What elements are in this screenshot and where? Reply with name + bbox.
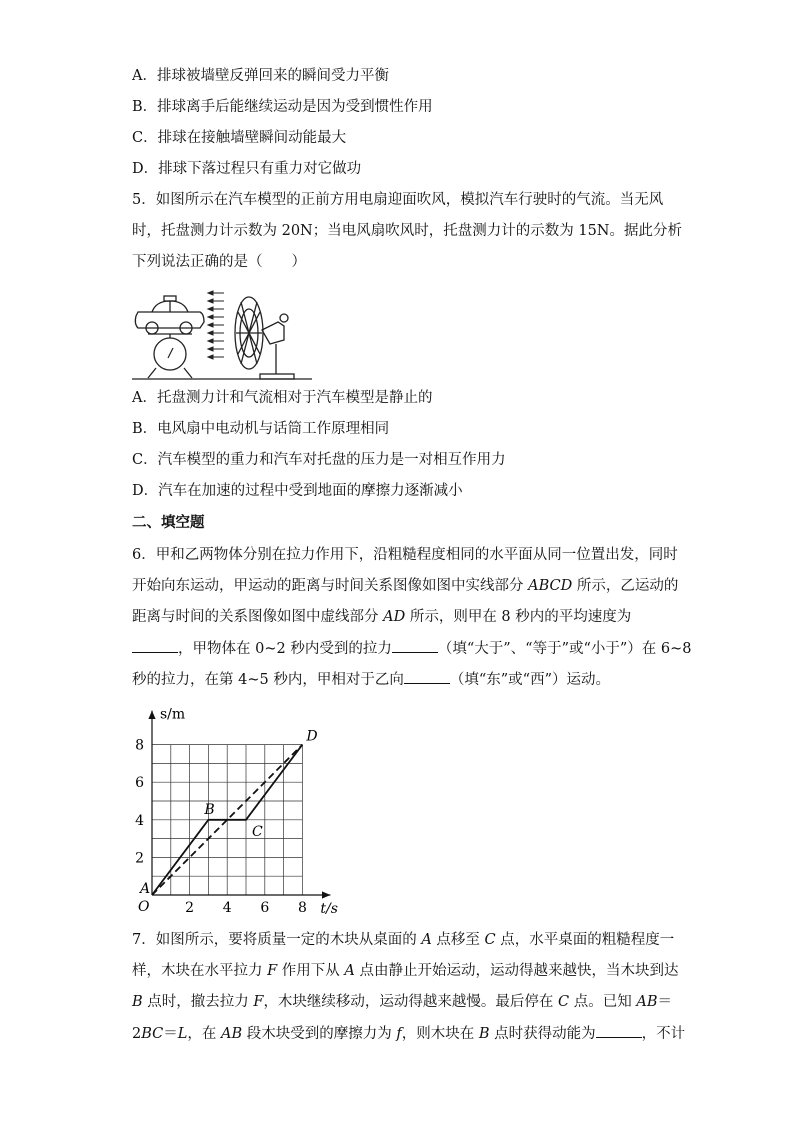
- q6-line-3: 距离与时间的关系图像如图中虚线部分 AD 所示，则甲在 8 秒内的平均速度为: [132, 609, 632, 625]
- origin-label: O: [138, 899, 150, 915]
- q6-line-2: 开始向东运动，甲运动的距离与时间关系图像如图中实线部分 ABCD 所示，乙运动的: [132, 578, 679, 594]
- q5-stem-line-3: 下列说法正确的是（ ）: [132, 254, 306, 270]
- q6-line-5: 秒的拉力，在第 4~5 秒内，甲相对于乙向 （填“东”或“西”）运动。: [132, 669, 610, 690]
- q5-option-c: C．汽车模型的重力和汽车对托盘的压力是一对相互作用力: [132, 452, 506, 468]
- q5-option-d: D．汽车在加速的过程中受到地面的摩擦力逐渐减小: [132, 483, 463, 499]
- answer-blank: [596, 1023, 642, 1038]
- q4-option-c: C．排球在接触墙壁瞬间动能最大: [132, 130, 347, 146]
- y-axis-label: s/m: [160, 706, 186, 723]
- q5-option-b: B．电风扇中电动机与话筒工作原理相同: [132, 421, 390, 437]
- q7-line-3: B 点时，撤去拉力 F，木块继续移动，运动得越来越慢。最后停在 C 点。已知 AB＝: [132, 994, 673, 1010]
- q5-stem-line-2: 时，托盘测力计示数为 20N；当电风扇吹风时，托盘测力计的示数为 15N。据此分析: [132, 223, 682, 239]
- point-label: A: [140, 881, 151, 897]
- q4-option-a: A．排球被墙壁反弹回来的瞬间受力平衡: [132, 68, 389, 84]
- q7-line-2: 样，木块在水平拉力 F 作用下从 A 点由静止开始运动，运动得越来越快，当木块到达: [132, 963, 679, 979]
- y-tick-label: 8: [135, 737, 144, 754]
- q4-option-b: B．排球离手后能继续运动是因为受到惯性作用: [132, 99, 433, 115]
- x-axis-label: t/s: [320, 901, 338, 917]
- y-tick-label: 6: [135, 775, 144, 792]
- x-tick-label: 6: [260, 900, 270, 916]
- x-tick-label: 2: [185, 900, 195, 916]
- q5-stem-line-1: 5．如图所示在汽车模型的正前方用电扇迎面吹风，模拟汽车行驶时的气流。当无风: [132, 192, 664, 208]
- q6-distance-time-chart: [128, 700, 358, 922]
- answer-blank: [404, 669, 450, 684]
- point-label: B: [204, 801, 215, 818]
- answer-blank: [392, 638, 438, 653]
- y-tick-label: 4: [135, 812, 144, 829]
- answer-blank: [132, 638, 178, 653]
- q5-option-a: A．托盘测力计和气流相对于汽车模型是静止的: [132, 390, 433, 406]
- q7-line-1: 7．如图所示，要将质量一定的木块从桌面的 A 点移至 C 点，水平桌面的粗糙程度一: [132, 932, 675, 948]
- section-title-fill-in: 二、填空题: [132, 515, 205, 531]
- y-tick-label: 2: [135, 850, 144, 867]
- q4-option-d: D．排球下落过程只有重力对它做功: [132, 161, 362, 177]
- x-tick-label: 4: [222, 900, 232, 916]
- q6-line-4: ，甲物体在 0~2 秒内受到的拉力 （填“大于”、“等于”或“小于”）在 6~8: [132, 638, 692, 659]
- q6-line-1: 6．甲和乙两物体分别在拉力作用下，沿粗糙程度相同的水平面从同一位置出发，同时: [132, 547, 678, 563]
- q5-figure-car-fan: [130, 288, 312, 384]
- point-label: C: [252, 823, 263, 840]
- q7-line-4: 2BC＝L，在 AB 段木块受到的摩擦力为 f，则木块在 B 点时获得动能为 ，不计: [132, 1023, 685, 1044]
- point-label: D: [306, 728, 318, 745]
- x-tick-label: 8: [297, 900, 307, 916]
